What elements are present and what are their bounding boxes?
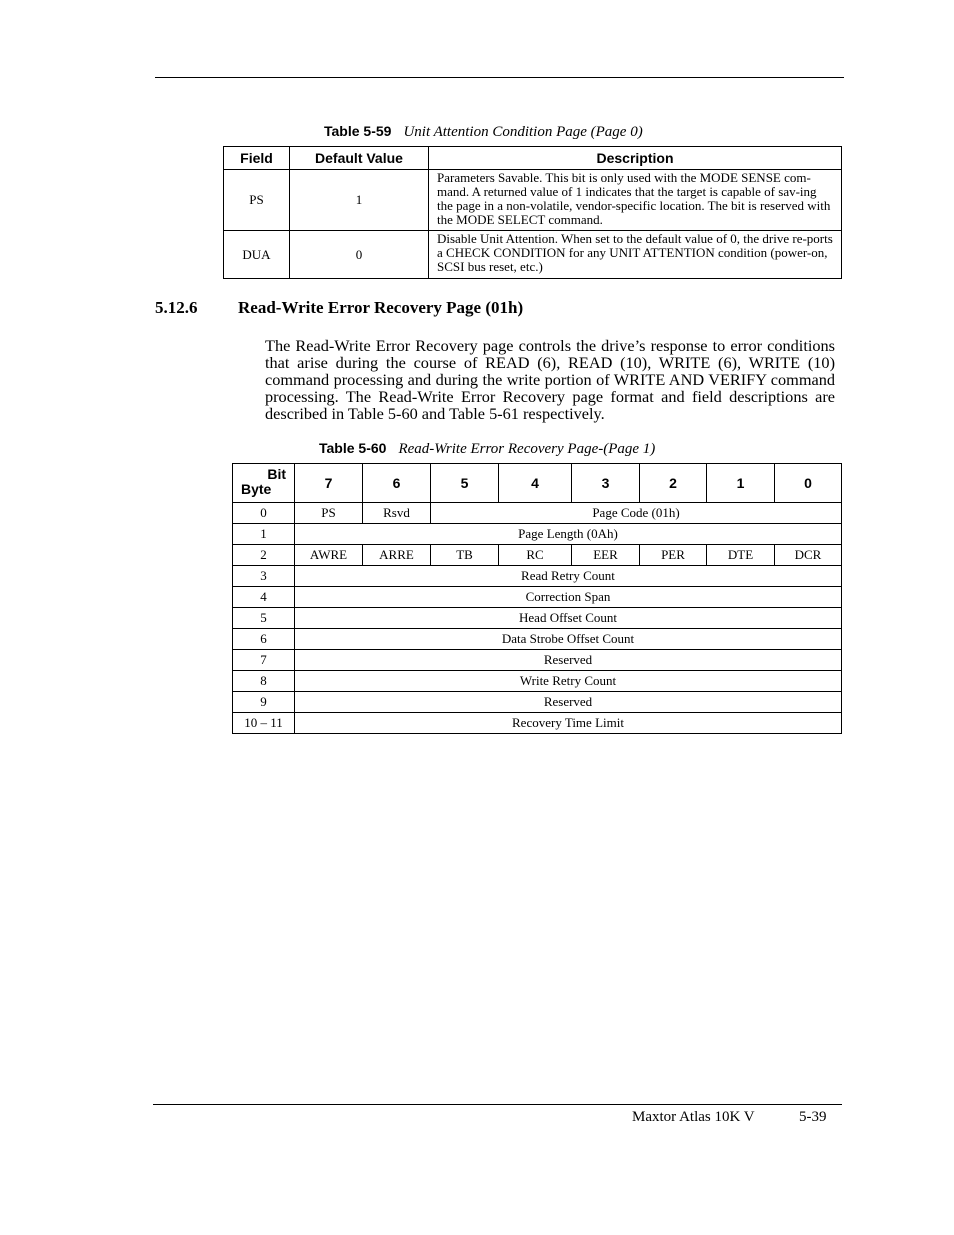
footer-page-number: 5-39 xyxy=(799,1109,827,1125)
body-paragraph: The Read-Write Error Recovery page controls the drive’s response to error conditions that arise during the course of READ (6), READ (10), WRITE (6), WRITE (10) command processing and during the write portion of WRITE AND VERIFY command processing. The Read-Write Error Recovery page format and field descriptions are described in Table 5-60 and Table 5-61 respectively. xyxy=(265,336,835,423)
table-header-row xyxy=(224,147,842,170)
table-row xyxy=(233,545,842,566)
bit-field-cell: AWRE xyxy=(295,545,363,566)
description-cell: Parameters Savable. This bit is only used with the MODE SENSE com-mand. A returned value of 1 indicates that the target is capable of sav-ing the page in a non-volatile, vendor-specific location. The bit is reserved with the MODE SELECT command. xyxy=(429,170,842,231)
ps-cell: PS xyxy=(295,503,363,524)
field-cell: Reserved xyxy=(295,692,842,713)
section-title: Read-Write Error Recovery Page (01h) xyxy=(238,298,524,317)
footer-rule xyxy=(153,1104,842,1105)
table-row xyxy=(233,503,842,524)
header-rule xyxy=(155,77,844,78)
field-cell: Head Offset Count xyxy=(295,608,842,629)
bit-header: 1 xyxy=(707,464,775,503)
section-number: 5.12.6 xyxy=(155,298,198,317)
byte-cell: 4 xyxy=(233,587,295,608)
byte-cell: 1 xyxy=(233,524,295,545)
byte-cell: 9 xyxy=(233,692,295,713)
byte-label: Byte xyxy=(241,481,272,497)
byte-cell: 7 xyxy=(233,650,295,671)
rsvd-cell: Rsvd xyxy=(363,503,431,524)
table-row xyxy=(233,629,842,650)
bit-field-cell: RC xyxy=(499,545,572,566)
default-value-cell: 0 xyxy=(290,231,429,279)
byte-cell: 3 xyxy=(233,566,295,587)
bit-header-row xyxy=(233,464,842,503)
bit-field-cell: DTE xyxy=(707,545,775,566)
table-row xyxy=(233,713,842,734)
field-cell: DUA xyxy=(224,231,290,279)
column-header: Description xyxy=(429,147,842,170)
field-cell: Data Strobe Offset Count xyxy=(295,629,842,650)
field-cell: Write Retry Count xyxy=(295,671,842,692)
bit-header: 4 xyxy=(499,464,572,503)
column-header: Default Value xyxy=(290,147,429,170)
table-row xyxy=(233,650,842,671)
byte-cell: 5 xyxy=(233,608,295,629)
byte-cell: 0 xyxy=(233,503,295,524)
description-cell: Disable Unit Attention. When set to the default value of 0, the drive re-ports a CHECK CONDITION for any UNIT ATTENTION condition (power-on, SCSI bus reset, etc.) xyxy=(429,231,842,279)
table-row xyxy=(233,671,842,692)
table-59-title: Unit Attention Condition Page (Page 0) xyxy=(403,124,643,140)
read-write-error-recovery-table xyxy=(232,463,842,734)
bit-header: 5 xyxy=(431,464,499,503)
page-code-cell: Page Code (01h) xyxy=(431,503,842,524)
bit-label: Bit xyxy=(267,466,286,482)
field-cell: Correction Span xyxy=(295,587,842,608)
table-60-caption xyxy=(319,440,655,458)
bit-field-cell: PER xyxy=(640,545,707,566)
field-cell: PS xyxy=(224,170,290,231)
table-row xyxy=(224,170,842,231)
table-row xyxy=(233,524,842,545)
table-row xyxy=(233,692,842,713)
byte-cell: 10 – 11 xyxy=(233,713,295,734)
table-59-number: Table 5-59 xyxy=(324,123,392,139)
byte-cell: 2 xyxy=(233,545,295,566)
field-cell: Read Retry Count xyxy=(295,566,842,587)
bit-header: 6 xyxy=(363,464,431,503)
bit-field-cell: EER xyxy=(572,545,640,566)
bit-header: 2 xyxy=(640,464,707,503)
unit-attention-table xyxy=(223,146,842,279)
field-cell: Page Length (0Ah) xyxy=(295,524,842,545)
default-value-cell: 1 xyxy=(290,170,429,231)
field-cell: Reserved xyxy=(295,650,842,671)
table-row xyxy=(233,587,842,608)
bit-header: 7 xyxy=(295,464,363,503)
table-row xyxy=(233,608,842,629)
table-59-caption xyxy=(324,123,643,141)
bit-header: 0 xyxy=(775,464,842,503)
table-row xyxy=(233,566,842,587)
bit-field-cell: ARRE xyxy=(363,545,431,566)
bit-header: 3 xyxy=(572,464,640,503)
column-header: Field xyxy=(224,147,290,170)
section-heading xyxy=(155,298,523,318)
bit-byte-corner xyxy=(233,464,295,503)
field-cell: Recovery Time Limit xyxy=(295,713,842,734)
table-row xyxy=(224,231,842,279)
bit-field-cell: TB xyxy=(431,545,499,566)
bit-field-cell: DCR xyxy=(775,545,842,566)
table-60-number: Table 5-60 xyxy=(319,440,387,456)
table-60-title: Read-Write Error Recovery Page-(Page 1) xyxy=(398,441,656,457)
footer-product: Maxtor Atlas 10K V xyxy=(632,1109,755,1125)
byte-cell: 8 xyxy=(233,671,295,692)
byte-cell: 6 xyxy=(233,629,295,650)
